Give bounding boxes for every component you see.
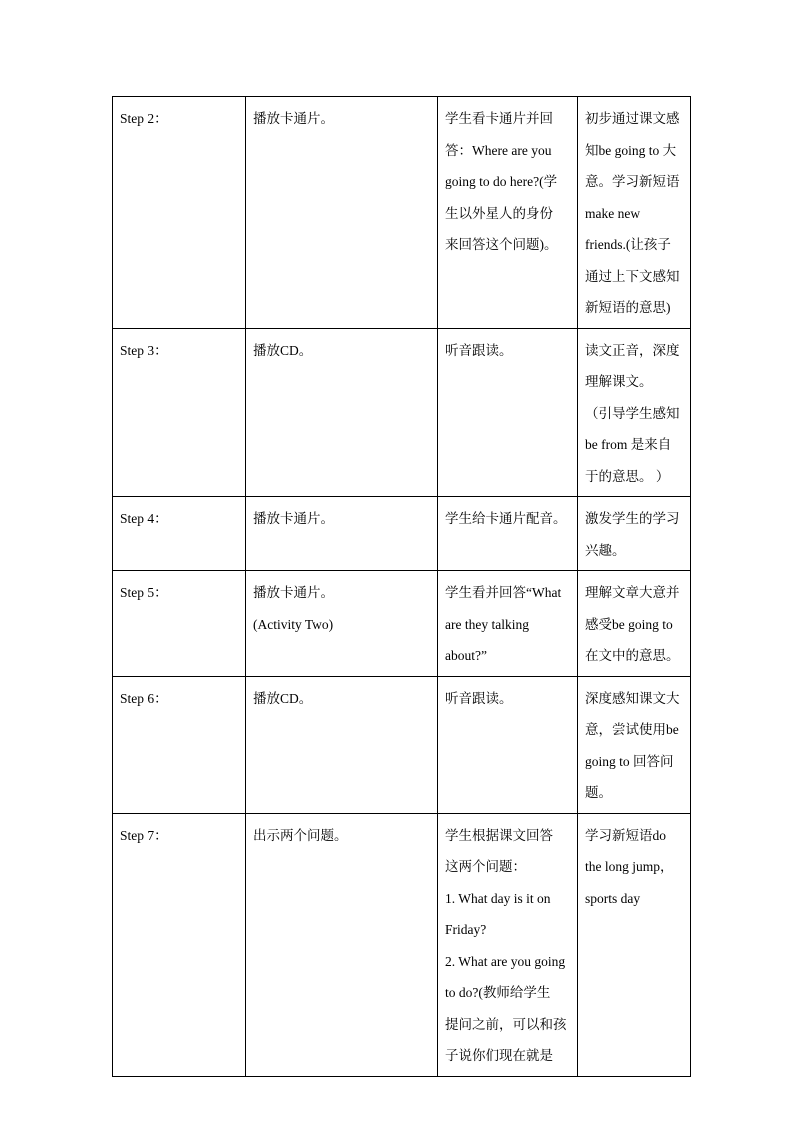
purpose-cell: [578, 497, 691, 571]
purpose-cell: [578, 97, 691, 329]
purpose-cell: [578, 676, 691, 813]
text-line: 播放卡通片。: [253, 511, 334, 526]
purpose-cell: [578, 813, 691, 1076]
text-line: 播放CD。: [253, 342, 313, 358]
table-row: [113, 97, 691, 329]
text-line: going to 回答问: [585, 753, 674, 769]
text-line: 感受be going to: [585, 616, 673, 632]
text-line: 读文正音，深度: [585, 342, 680, 358]
text-line: friends.(让孩子: [585, 237, 671, 252]
table-row: [113, 571, 691, 677]
step-cell: [113, 813, 246, 1076]
text-line: are they talking: [445, 616, 529, 632]
text-line: 于的意思。 ）: [585, 468, 670, 484]
text-line: 深度感知课文大: [585, 690, 680, 706]
table-row: [113, 328, 691, 497]
teacher-activity-cell: [246, 676, 438, 813]
text-line: 在文中的意思。: [585, 648, 680, 663]
text-line: to do?(教师给学生: [445, 985, 551, 1000]
student-activity-cell: [438, 97, 578, 329]
text-line: 提问之前，可以和孩: [445, 1016, 567, 1032]
text-line: 2. What are you going: [445, 953, 566, 969]
text-line: 学生看并回答“What: [445, 585, 562, 600]
text-line: 通过上下文感知: [585, 268, 680, 284]
text-line: 理解课文。: [585, 374, 653, 389]
text-line: 来回答这个问题)。: [445, 237, 558, 252]
text-line: 播放卡通片。: [253, 111, 334, 126]
step-label: Step 4：: [120, 511, 168, 526]
text-line: 这两个问题：: [445, 859, 526, 874]
text-line: 学生看卡通片并回: [445, 111, 553, 126]
text-line: 答：Where are you: [445, 142, 552, 158]
text-line: 意。学习新短语: [585, 174, 680, 189]
student-activity-cell: [438, 813, 578, 1076]
text-line: sports day: [585, 890, 641, 906]
text-line: going to do here?(学: [445, 174, 558, 189]
student-activity-cell: [438, 328, 578, 497]
text-line: 知be going to 大: [585, 142, 677, 158]
text-line: make new: [585, 205, 641, 221]
text-line: 学生根据课文回答: [445, 827, 553, 843]
step-label: Step 5：: [120, 585, 168, 600]
text-line: 理解文章大意并: [585, 585, 680, 600]
text-line: about?”: [445, 648, 487, 663]
text-line: 兴趣。: [585, 542, 626, 558]
step-cell: [113, 328, 246, 497]
step-label: Step 7：: [120, 827, 168, 843]
step-cell: [113, 571, 246, 677]
text-line: 激发学生的学习: [585, 511, 680, 526]
text-line: be from 是来自: [585, 437, 672, 452]
text-line: 子说你们现在就是: [445, 1048, 553, 1063]
text-line: 学习新短语do: [585, 827, 666, 843]
step-cell: [113, 97, 246, 329]
text-line: 出示两个问题。: [253, 827, 348, 843]
text-line: (Activity Two): [253, 616, 334, 632]
text-line: Friday?: [445, 922, 487, 937]
table-body: [113, 97, 691, 1077]
table-row: [113, 497, 691, 571]
text-line: 题。: [585, 785, 612, 800]
purpose-cell: [578, 571, 691, 677]
step-cell: [113, 497, 246, 571]
teacher-activity-cell: [246, 328, 438, 497]
student-activity-cell: [438, 497, 578, 571]
text-line: （引导学生感知: [585, 405, 680, 421]
text-line: 听音跟读。: [445, 690, 513, 706]
text-line: the long jump，: [585, 859, 674, 874]
text-line: 学生给卡通片配音。: [445, 511, 567, 526]
teacher-activity-cell: [246, 97, 438, 329]
table-row: [113, 676, 691, 813]
purpose-cell: [578, 328, 691, 497]
lesson-procedure-table: [112, 96, 691, 1077]
text-line: 新短语的意思): [585, 300, 671, 315]
text-line: 意，尝试使用be: [585, 722, 679, 737]
teacher-activity-cell: [246, 571, 438, 677]
text-line: 初步通过课文感: [585, 111, 680, 126]
step-cell: [113, 676, 246, 813]
step-label: Step 6：: [120, 690, 168, 706]
teacher-activity-cell: [246, 497, 438, 571]
text-line: 1. What day is it on: [445, 890, 551, 906]
table-row: [113, 813, 691, 1076]
student-activity-cell: [438, 676, 578, 813]
step-label: Step 2：: [120, 111, 168, 126]
text-line: 听音跟读。: [445, 342, 513, 358]
step-label: Step 3：: [120, 342, 168, 358]
student-activity-cell: [438, 571, 578, 677]
text-line: 生以外星人的身份: [445, 205, 553, 221]
text-line: 播放卡通片。: [253, 585, 334, 600]
teacher-activity-cell: [246, 813, 438, 1076]
text-line: 播放CD。: [253, 690, 313, 706]
